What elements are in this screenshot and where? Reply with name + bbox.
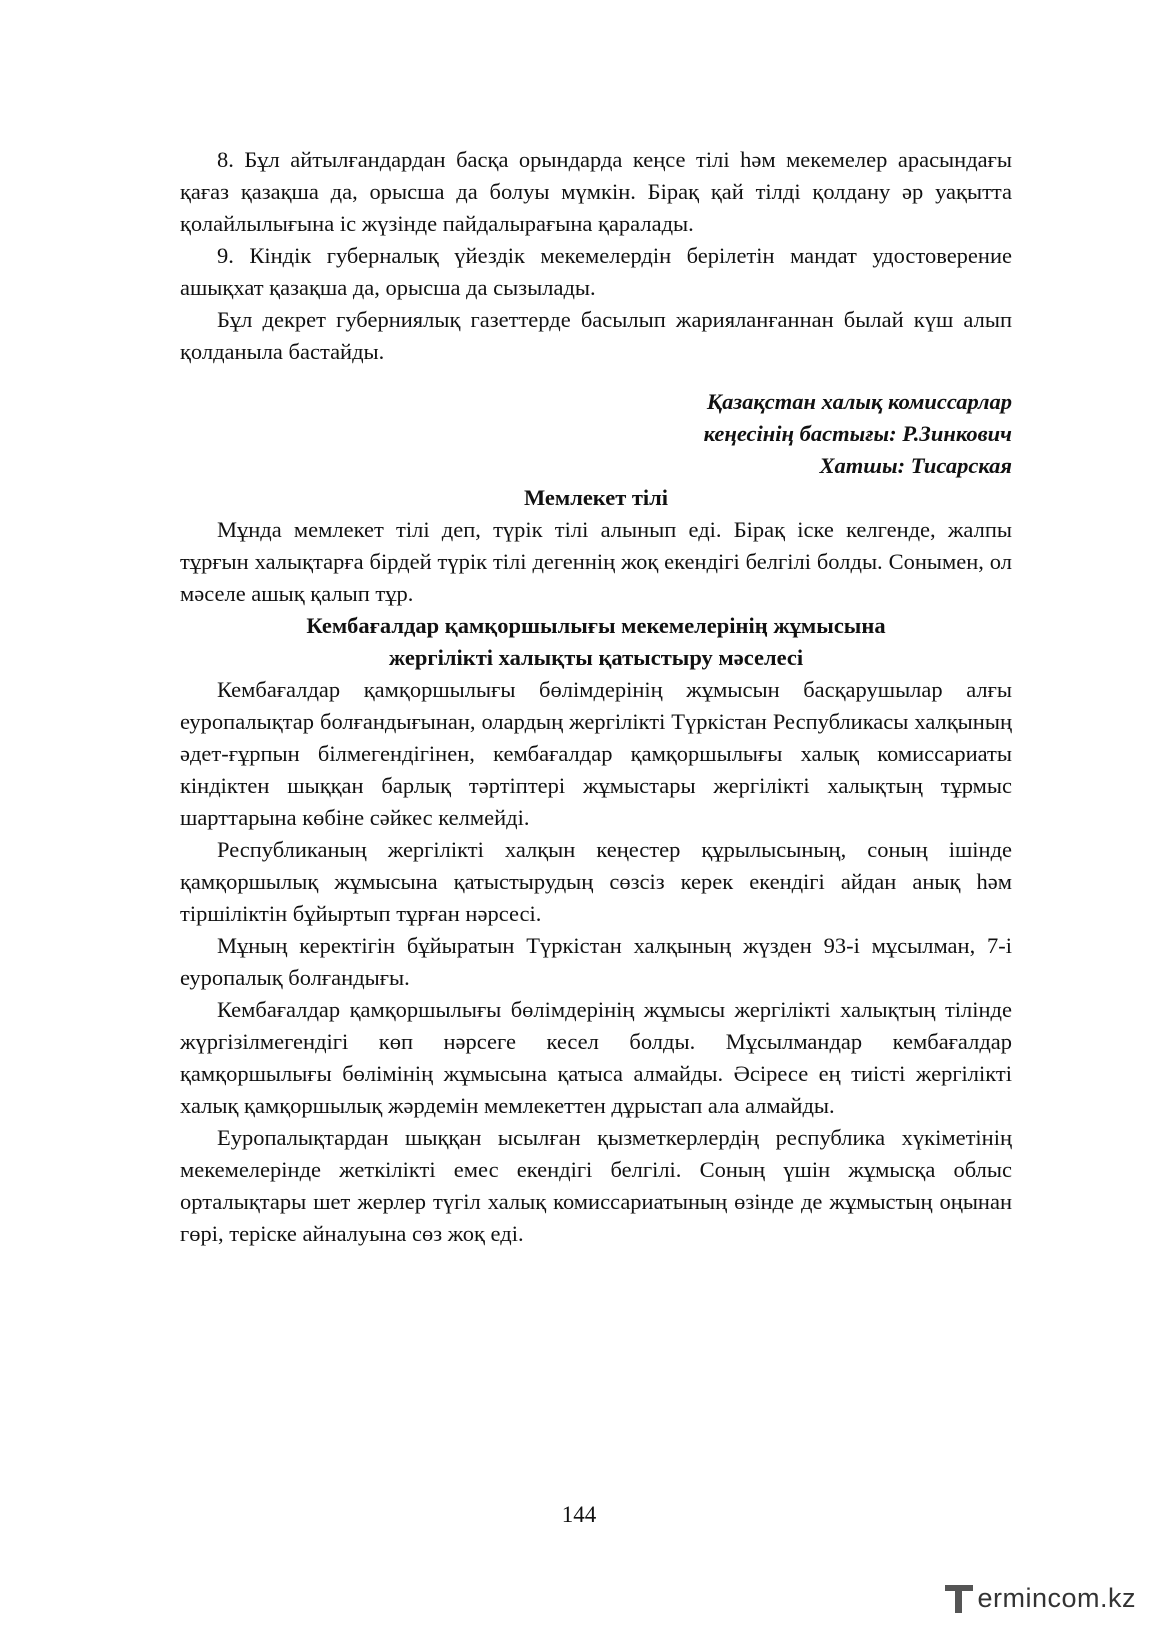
watermark-domain: .kz <box>1099 1582 1136 1613</box>
paragraph: 9. Кіндік губерналық үйездік мекемелердін берілетін мандат удостоверение ашықхат қазақша да, орысша да сызылады. <box>180 243 1012 300</box>
paragraph: Республиканың жергілікті халқын кеңестер құрылысының, соның ішінде қамқоршылық жұмысына қатыстырудың сөзсіз керек екендігі айдан анық һәм тіршіліктін бұйыртып тұрған нәрсесі. <box>180 837 1012 926</box>
watermark-t-icon <box>943 1581 975 1615</box>
decree-section <box>180 144 1012 368</box>
section-heading-poor-relief <box>180 610 1012 674</box>
page-body <box>180 144 1012 1250</box>
section-heading-state-language: Мемлекет тілі <box>523 485 669 510</box>
paragraph: Кембағалдар қамқоршылығы бөлімдерінің жұмысын басқарушылар алғы еуропалықтар болғандығынан, олардың жергілікті Түркістан Республикасы халқының әдет-ғұрпын білмегендігінен, кембағалдар қамқоршылығы халық комиссариаты кіндіктен шыққан барлық тәртіптері жұмыстары жергілікті халықтың тұрмыс шарттарына көбіне сәйкес келмейді. <box>180 677 1012 830</box>
watermark-text: ermincom <box>977 1582 1100 1613</box>
paragraph: Мұнда мемлекет тілі деп, түрік тілі алынып еді. Бірақ іске келгенде, жалпы тұрғын халықтарға бірдей түрік тілі дегеннің жоқ екендігі белгілі болды. Сонымен, ол мәселе ашық қалып тұр. <box>180 517 1012 606</box>
page-number: 144 <box>561 1502 597 1527</box>
paragraph: Бұл декрет губерниялық газеттерде басылып жарияланғаннан былай күш алып қолданыла бастайды. <box>180 307 1012 364</box>
paragraph: 8. Бұл айтылғандардан басқа орындарда кеңсе тілі һәм мекемелер арасындағы қағаз қазақша да, орысша да болуы мүмкін. Бірақ қай тілді қолдану әр уақытта қолайлылығына іс жүзінде пайдалырағына қаралады. <box>180 147 1012 236</box>
paragraph: Кембағалдар қамқоршылығы бөлімдерінің жұмысы жергілікті халықтың тілінде жүргізілмегендігі көп нәрсеге кесел болды. Мұсылмандар кембағалдар қамқоршылығы бөлімінің жұмысына қатыса алмайды. Әсіресе ең тиісті жергілікті халық қамқоршылық жәрдемін мемлекеттен дұрыстап ала алмайды. <box>180 997 1012 1118</box>
heading-line: жергілікті халықты қатыстыру мәселесі <box>388 645 804 670</box>
watermark-logo <box>943 1581 1136 1615</box>
paragraph: Мұның керектігін бұйыратын Түркістан халқының жүзден 93-і мұсылман, 7-і еуропалық болғандығы. <box>180 933 1012 990</box>
heading-line: Кембағалдар қамқоршылығы мекемелерінің жұмысына <box>306 613 886 638</box>
signature-block <box>180 386 1012 482</box>
signature-line: Хатшы: Тисарская <box>819 453 1012 478</box>
signature-line: Қазақстан халық комиссарлар <box>706 389 1012 414</box>
signature-line: кеңесінің бастығы: Р.Зинкович <box>703 421 1012 446</box>
paragraph: Еуропалықтардан шыққан ысылған қызметкерлердің республика хүкіметінің мекемелерінде жеткілікті емес екендігі белгілі. Соның үшін жұмысқа облыс орталықтары шет жерлер түгіл халық комиссариатының өзінде де жұмыстың оңынан гөрі, теріске айналуына сөз жоқ еді. <box>180 1125 1012 1246</box>
